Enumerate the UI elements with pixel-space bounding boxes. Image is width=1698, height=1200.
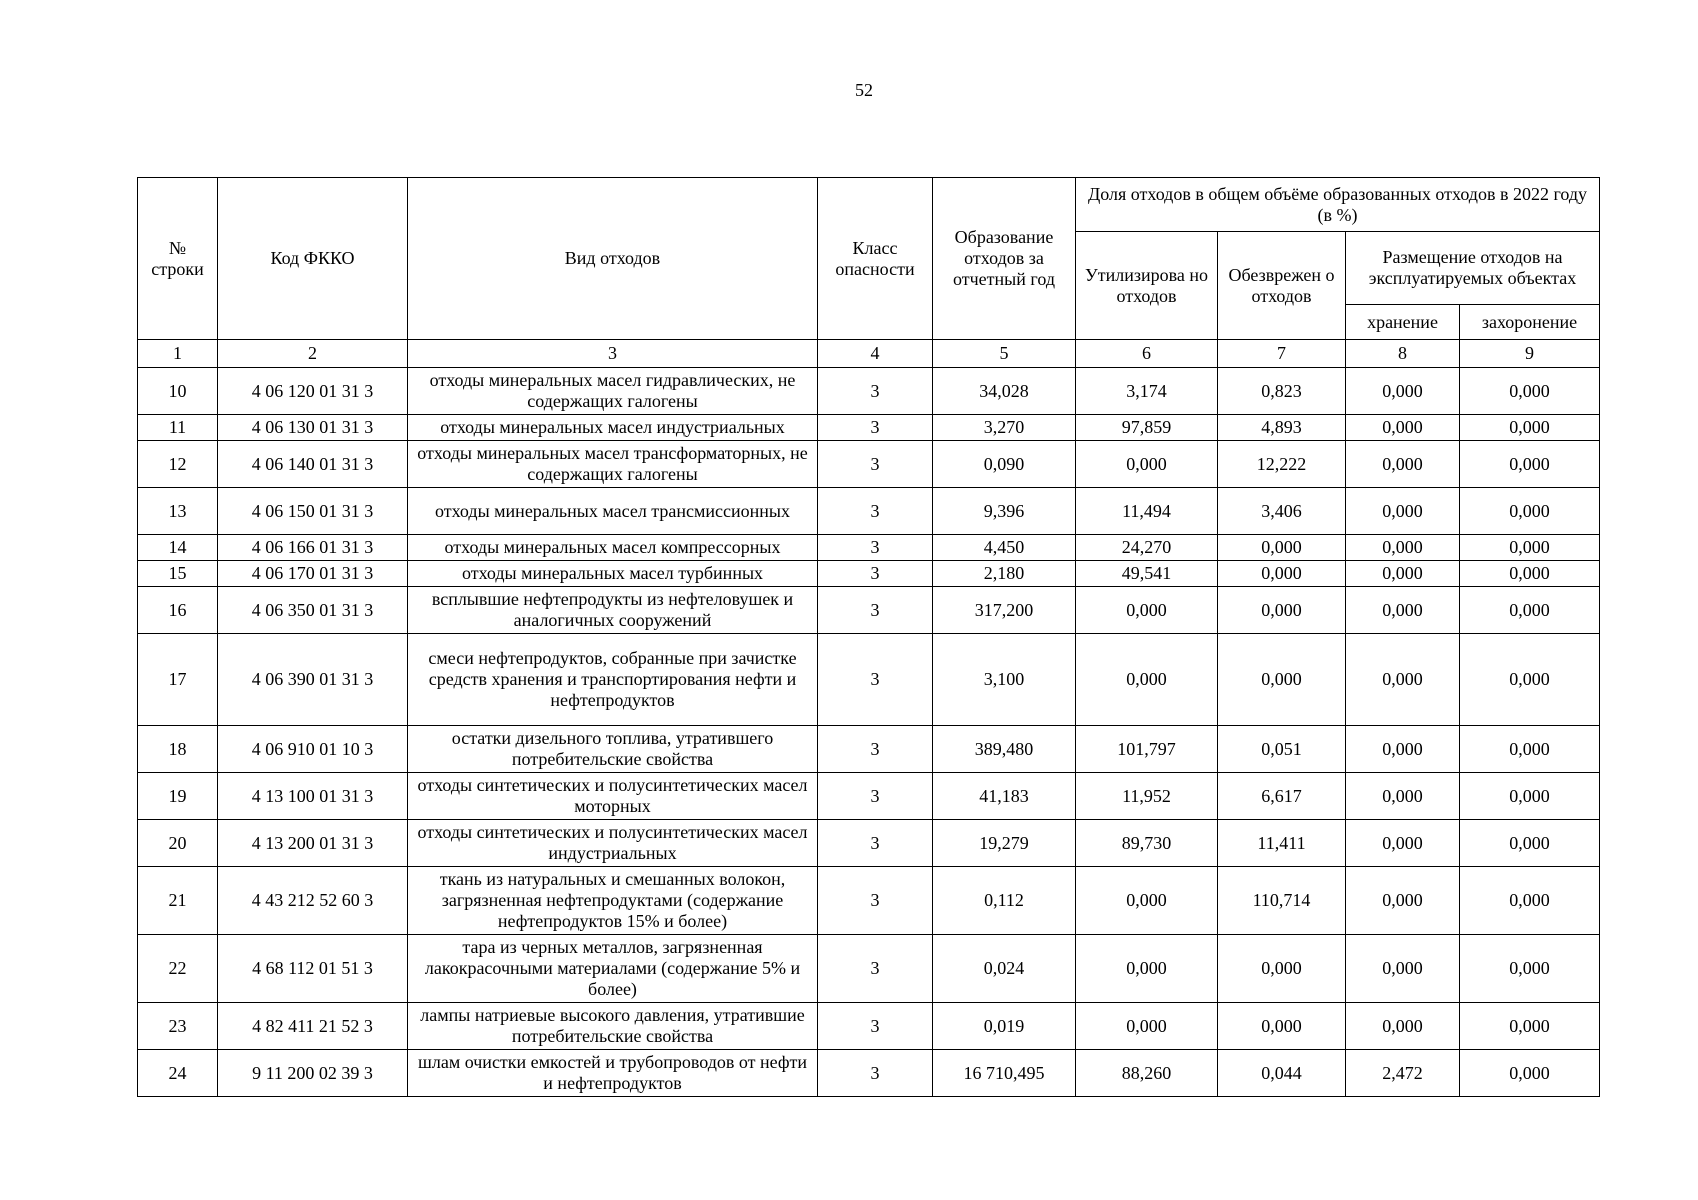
- cell-generation: 0,024: [933, 935, 1076, 1003]
- cell-hazard-class: 3: [818, 535, 933, 561]
- table-row: [138, 773, 1600, 820]
- cell-row-no: 11: [138, 415, 218, 441]
- cell-utilized: 97,859: [1076, 415, 1218, 441]
- cell-utilized: 49,541: [1076, 561, 1218, 587]
- cell-code: 4 06 910 01 10 3: [218, 726, 408, 773]
- table-body: [138, 368, 1600, 1097]
- column-number: 2: [218, 340, 408, 368]
- cell-code: 4 68 112 01 51 3: [218, 935, 408, 1003]
- cell-code: 4 06 170 01 31 3: [218, 561, 408, 587]
- cell-code: 4 43 212 52 60 3: [218, 867, 408, 935]
- cell-row-no: 12: [138, 441, 218, 488]
- header-placement-group: Размещение отходов на эксплуатируемых объектах: [1346, 232, 1600, 305]
- table-row: [138, 561, 1600, 587]
- cell-burial: 0,000: [1460, 488, 1600, 535]
- table-row: [138, 368, 1600, 415]
- cell-code: 4 06 166 01 31 3: [218, 535, 408, 561]
- cell-generation: 4,450: [933, 535, 1076, 561]
- cell-generation: 2,180: [933, 561, 1076, 587]
- cell-utilized: 0,000: [1076, 935, 1218, 1003]
- cell-generation: 41,183: [933, 773, 1076, 820]
- cell-burial: 0,000: [1460, 820, 1600, 867]
- cell-neutralized: 0,044: [1218, 1050, 1346, 1097]
- cell-hazard-class: 3: [818, 773, 933, 820]
- cell-hazard-class: 3: [818, 1050, 933, 1097]
- cell-waste-type: отходы синтетических и полусинтетических масел моторных: [408, 773, 818, 820]
- cell-generation: 389,480: [933, 726, 1076, 773]
- cell-waste-type: отходы минеральных масел компрессорных: [408, 535, 818, 561]
- cell-neutralized: 0,000: [1218, 535, 1346, 561]
- cell-row-no: 18: [138, 726, 218, 773]
- cell-neutralized: 0,000: [1218, 587, 1346, 634]
- cell-row-no: 15: [138, 561, 218, 587]
- table-row: [138, 415, 1600, 441]
- cell-storage: 2,472: [1346, 1050, 1460, 1097]
- cell-hazard-class: 3: [818, 415, 933, 441]
- cell-row-no: 24: [138, 1050, 218, 1097]
- cell-neutralized: 6,617: [1218, 773, 1346, 820]
- page-number: 52: [855, 80, 873, 100]
- column-number-row: [138, 340, 1600, 368]
- cell-neutralized: 3,406: [1218, 488, 1346, 535]
- table-row: [138, 867, 1600, 935]
- cell-neutralized: 0,000: [1218, 1003, 1346, 1050]
- cell-utilized: 0,000: [1076, 1003, 1218, 1050]
- cell-row-no: 19: [138, 773, 218, 820]
- cell-row-no: 17: [138, 634, 218, 726]
- cell-burial: 0,000: [1460, 634, 1600, 726]
- cell-hazard-class: 3: [818, 820, 933, 867]
- cell-generation: 0,090: [933, 441, 1076, 488]
- cell-burial: 0,000: [1460, 535, 1600, 561]
- cell-neutralized: 12,222: [1218, 441, 1346, 488]
- cell-waste-type: остатки дизельного топлива, утратившего потребительские свойства: [408, 726, 818, 773]
- cell-burial: 0,000: [1460, 935, 1600, 1003]
- table-row: [138, 535, 1600, 561]
- cell-row-no: 16: [138, 587, 218, 634]
- cell-waste-type: отходы минеральных масел турбинных: [408, 561, 818, 587]
- cell-utilized: 101,797: [1076, 726, 1218, 773]
- cell-row-no: 23: [138, 1003, 218, 1050]
- cell-utilized: 24,270: [1076, 535, 1218, 561]
- cell-burial: 0,000: [1460, 561, 1600, 587]
- table-row: [138, 1050, 1600, 1097]
- header-waste-type: Вид отходов: [408, 178, 818, 340]
- cell-neutralized: 110,714: [1218, 867, 1346, 935]
- header-neutralized: Обезврежен о отходов: [1218, 232, 1346, 340]
- cell-row-no: 13: [138, 488, 218, 535]
- column-number: 5: [933, 340, 1076, 368]
- cell-waste-type: всплывшие нефтепродукты из нефтеловушек и аналогичных сооружений: [408, 587, 818, 634]
- cell-storage: 0,000: [1346, 415, 1460, 441]
- cell-generation: 3,270: [933, 415, 1076, 441]
- cell-storage: 0,000: [1346, 935, 1460, 1003]
- cell-waste-type: отходы минеральных масел трансмиссионных: [408, 488, 818, 535]
- cell-hazard-class: 3: [818, 561, 933, 587]
- cell-storage: 0,000: [1346, 867, 1460, 935]
- header-utilized: Утилизирова но отходов: [1076, 232, 1218, 340]
- cell-generation: 16 710,495: [933, 1050, 1076, 1097]
- cell-generation: 0,019: [933, 1003, 1076, 1050]
- cell-row-no: 14: [138, 535, 218, 561]
- cell-neutralized: 0,051: [1218, 726, 1346, 773]
- cell-row-no: 21: [138, 867, 218, 935]
- cell-neutralized: 0,823: [1218, 368, 1346, 415]
- cell-row-no: 10: [138, 368, 218, 415]
- cell-storage: 0,000: [1346, 441, 1460, 488]
- cell-code: 4 06 140 01 31 3: [218, 441, 408, 488]
- cell-burial: 0,000: [1460, 773, 1600, 820]
- cell-burial: 0,000: [1460, 415, 1600, 441]
- cell-waste-type: отходы синтетических и полусинтетических масел индустриальных: [408, 820, 818, 867]
- cell-burial: 0,000: [1460, 441, 1600, 488]
- cell-waste-type: лампы натриевые высокого давления, утратившие потребительские свойства: [408, 1003, 818, 1050]
- cell-hazard-class: 3: [818, 488, 933, 535]
- header-row-no: № строки: [138, 178, 218, 340]
- table-row: [138, 488, 1600, 535]
- cell-utilized: 88,260: [1076, 1050, 1218, 1097]
- header-burial: захоронение: [1460, 305, 1600, 340]
- cell-waste-type: шлам очистки емкостей и трубопроводов от нефти и нефтепродуктов: [408, 1050, 818, 1097]
- cell-storage: 0,000: [1346, 488, 1460, 535]
- table-row: [138, 935, 1600, 1003]
- column-number: 7: [1218, 340, 1346, 368]
- cell-burial: 0,000: [1460, 867, 1600, 935]
- table-row: [138, 726, 1600, 773]
- column-number: 9: [1460, 340, 1600, 368]
- cell-waste-type: смеси нефтепродуктов, собранные при зачистке средств хранения и транспортирования нефти и нефтепродуктов: [408, 634, 818, 726]
- column-number: 1: [138, 340, 218, 368]
- header-share-group: Доля отходов в общем объёме образованных отходов в 2022 году (в %): [1076, 178, 1600, 232]
- cell-neutralized: 0,000: [1218, 935, 1346, 1003]
- cell-waste-type: ткань из натуральных и смешанных волокон, загрязненная нефтепродуктами (содержание нефтепродуктов 15% и более): [408, 867, 818, 935]
- column-number: 3: [408, 340, 818, 368]
- cell-generation: 317,200: [933, 587, 1076, 634]
- cell-code: 4 06 390 01 31 3: [218, 634, 408, 726]
- cell-code: 4 06 130 01 31 3: [218, 415, 408, 441]
- cell-generation: 34,028: [933, 368, 1076, 415]
- cell-utilized: 89,730: [1076, 820, 1218, 867]
- cell-code: 4 06 150 01 31 3: [218, 488, 408, 535]
- cell-code: 4 13 200 01 31 3: [218, 820, 408, 867]
- cell-storage: 0,000: [1346, 634, 1460, 726]
- cell-generation: 3,100: [933, 634, 1076, 726]
- cell-generation: 19,279: [933, 820, 1076, 867]
- cell-neutralized: 0,000: [1218, 634, 1346, 726]
- cell-hazard-class: 3: [818, 1003, 933, 1050]
- cell-utilized: 11,494: [1076, 488, 1218, 535]
- cell-hazard-class: 3: [818, 587, 933, 634]
- header-hazard-class: Класс опасности: [818, 178, 933, 340]
- header-storage: хранение: [1346, 305, 1460, 340]
- table-row: [138, 1003, 1600, 1050]
- cell-row-no: 20: [138, 820, 218, 867]
- cell-utilized: 0,000: [1076, 634, 1218, 726]
- cell-hazard-class: 3: [818, 726, 933, 773]
- cell-storage: 0,000: [1346, 726, 1460, 773]
- cell-storage: 0,000: [1346, 820, 1460, 867]
- waste-table: [137, 177, 1600, 1097]
- cell-utilized: 11,952: [1076, 773, 1218, 820]
- cell-neutralized: 4,893: [1218, 415, 1346, 441]
- cell-storage: 0,000: [1346, 773, 1460, 820]
- cell-code: 4 82 411 21 52 3: [218, 1003, 408, 1050]
- cell-waste-type: тара из черных металлов, загрязненная лакокрасочными материалами (содержание 5% и более): [408, 935, 818, 1003]
- table-row: [138, 820, 1600, 867]
- cell-waste-type: отходы минеральных масел трансформаторных, не содержащих галогены: [408, 441, 818, 488]
- cell-code: 4 13 100 01 31 3: [218, 773, 408, 820]
- table-row: [138, 634, 1600, 726]
- cell-burial: 0,000: [1460, 587, 1600, 634]
- cell-hazard-class: 3: [818, 867, 933, 935]
- cell-utilized: 3,174: [1076, 368, 1218, 415]
- cell-utilized: 0,000: [1076, 441, 1218, 488]
- cell-generation: 9,396: [933, 488, 1076, 535]
- cell-burial: 0,000: [1460, 726, 1600, 773]
- cell-code: 4 06 350 01 31 3: [218, 587, 408, 634]
- cell-waste-type: отходы минеральных масел индустриальных: [408, 415, 818, 441]
- column-number: 8: [1346, 340, 1460, 368]
- cell-storage: 0,000: [1346, 561, 1460, 587]
- cell-burial: 0,000: [1460, 368, 1600, 415]
- cell-row-no: 22: [138, 935, 218, 1003]
- cell-utilized: 0,000: [1076, 587, 1218, 634]
- cell-code: 4 06 120 01 31 3: [218, 368, 408, 415]
- cell-hazard-class: 3: [818, 368, 933, 415]
- cell-burial: 0,000: [1460, 1003, 1600, 1050]
- cell-storage: 0,000: [1346, 368, 1460, 415]
- cell-hazard-class: 3: [818, 935, 933, 1003]
- cell-hazard-class: 3: [818, 634, 933, 726]
- table-row: [138, 587, 1600, 634]
- cell-storage: 0,000: [1346, 1003, 1460, 1050]
- cell-waste-type: отходы минеральных масел гидравлических, не содержащих галогены: [408, 368, 818, 415]
- cell-code: 9 11 200 02 39 3: [218, 1050, 408, 1097]
- cell-neutralized: 0,000: [1218, 561, 1346, 587]
- table-row: [138, 441, 1600, 488]
- cell-neutralized: 11,411: [1218, 820, 1346, 867]
- header-generation: Образование отходов за отчетный год: [933, 178, 1076, 340]
- cell-utilized: 0,000: [1076, 867, 1218, 935]
- table-header: [138, 178, 1600, 368]
- header-code: Код ФККО: [218, 178, 408, 340]
- cell-hazard-class: 3: [818, 441, 933, 488]
- column-number: 4: [818, 340, 933, 368]
- cell-burial: 0,000: [1460, 1050, 1600, 1097]
- cell-generation: 0,112: [933, 867, 1076, 935]
- column-number: 6: [1076, 340, 1218, 368]
- cell-storage: 0,000: [1346, 535, 1460, 561]
- cell-storage: 0,000: [1346, 587, 1460, 634]
